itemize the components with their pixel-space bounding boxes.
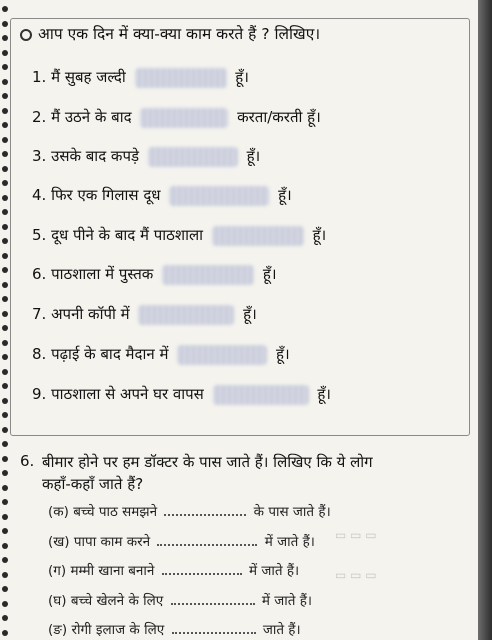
sub-question-nga [48, 620, 301, 638]
answer-blank [140, 108, 228, 128]
item-number: 3. [32, 147, 47, 165]
sub-prompt: मम्मी खाना बनाने [70, 563, 155, 579]
sub-label: (ङ) [48, 622, 68, 638]
binding-hole [2, 586, 8, 592]
binding-hole [2, 601, 8, 607]
binding-hole [2, 50, 8, 56]
binding-hole [2, 383, 8, 389]
item-prompt: पाठशाला में पुस्तक [51, 265, 154, 283]
item-number: 4. [32, 186, 47, 204]
item-prompt: फिर एक गिलास दूध [51, 186, 161, 204]
answer-blank [148, 147, 238, 167]
sub-question-gha [48, 591, 312, 609]
item-number: 5. [32, 226, 47, 244]
bleed-through-mark: ▭ ▭ ▭ [335, 568, 377, 582]
binding-hole [2, 412, 8, 418]
binding-hole [2, 195, 8, 201]
answer-blank [177, 345, 267, 365]
binding-hole [2, 296, 8, 302]
section-1-title: आप एक दिन में क्या-क्या काम करते हैं ? लिखिए। [38, 25, 321, 43]
binding-hole [2, 427, 8, 433]
answer-blank [162, 265, 254, 285]
binding-hole [2, 224, 8, 230]
sub-prompt: पापा काम करने [73, 534, 151, 550]
binding-hole [2, 369, 8, 375]
binding-hole [2, 441, 8, 447]
dotted-blank [157, 534, 257, 546]
exercise-row-1 [32, 67, 249, 88]
binding-hole [2, 499, 8, 505]
dotted-blank [171, 593, 255, 605]
binding-hole [2, 93, 8, 99]
binding-hole [2, 64, 8, 70]
item-ending: हूँ। [278, 186, 292, 204]
binding-hole [2, 528, 8, 534]
exercise-row-8 [32, 344, 290, 365]
binding-hole [2, 108, 8, 114]
item-prompt: मैं सुबह जल्दी [51, 68, 126, 86]
binding-hole [2, 456, 8, 462]
binding-hole [2, 282, 8, 288]
exercise-row-3 [32, 146, 260, 167]
binding-hole [2, 485, 8, 491]
binding-hole [2, 340, 8, 346]
answer-blank [212, 226, 304, 246]
sub-question-ga [48, 561, 299, 579]
exercise-row-5 [32, 225, 326, 246]
binding-hole [2, 238, 8, 244]
item-ending: हूँ। [262, 265, 277, 283]
sub-ending: जाते हैं। [262, 622, 301, 638]
section-1-question [20, 22, 320, 44]
binding-hole [2, 572, 8, 578]
binding-hole [2, 557, 8, 563]
exercise-row-9 [32, 384, 331, 405]
item-ending: हूँ। [246, 147, 261, 165]
sub-prompt: बच्चे खेलने के लिए [70, 593, 164, 609]
question-6-number: 6. [20, 452, 35, 470]
binding-hole [2, 35, 8, 41]
binding-hole [2, 470, 8, 476]
item-prompt: उसके बाद कपड़े [51, 147, 139, 165]
item-number: 8. [32, 345, 47, 363]
sub-prompt: रोगी इलाज के लिए [71, 622, 165, 638]
binding-hole [2, 543, 8, 549]
bleed-through-mark: ▭ ▭ ▭ [335, 528, 377, 542]
binding-hole [2, 21, 8, 27]
sub-question-ka [48, 502, 331, 520]
dotted-blank [164, 504, 246, 516]
item-number: 1. [32, 68, 47, 86]
bullet-circle-icon [20, 29, 32, 41]
dotted-blank [162, 563, 242, 575]
binding-hole [2, 166, 8, 172]
binding-hole [2, 311, 8, 317]
sub-label: (क) [48, 504, 69, 520]
exercise-row-4 [32, 185, 292, 206]
item-ending: हूँ। [317, 385, 331, 403]
sub-ending: में जाते हैं। [249, 563, 300, 579]
answer-blank [135, 68, 227, 88]
item-number: 2. [32, 108, 47, 126]
binding-hole [2, 79, 8, 85]
item-number: 6. [32, 265, 47, 283]
binding-hole [2, 6, 8, 12]
item-prompt: अपनी कॉपी में [51, 305, 130, 323]
item-prompt: मैं उठने के बाद [51, 108, 132, 126]
item-prompt: पढ़ाई के बाद मैदान में [51, 345, 169, 363]
binding-hole [2, 151, 8, 157]
question-6-text-continued: कहाँ-कहाँ जाते हैं? [42, 475, 144, 493]
item-number: 7. [32, 305, 47, 323]
dotted-blank [172, 622, 256, 634]
item-ending: हूँ। [276, 345, 290, 363]
answer-blank [213, 385, 309, 405]
binding-hole [2, 630, 8, 636]
page-edge-shadow [478, 0, 492, 640]
binding-hole [2, 137, 8, 143]
sub-ending: के पास जाते हैं। [253, 504, 331, 520]
item-prompt: दूध पीने के बाद मैं पाठशाला [51, 226, 204, 244]
item-number: 9. [32, 385, 47, 403]
binding-hole [2, 615, 8, 621]
binding-hole [2, 354, 8, 360]
answer-blank [138, 305, 234, 325]
item-ending: हूँ। [312, 226, 327, 244]
exercise-row-6 [32, 264, 277, 285]
sub-ending: में जाते हैं। [261, 593, 312, 609]
binding-hole [2, 180, 8, 186]
sub-prompt: बच्चे पाठ समझने [73, 504, 158, 520]
item-ending: हूँ। [243, 305, 257, 323]
binding-hole [2, 325, 8, 331]
answer-blank [169, 186, 269, 206]
sub-label: (ख) [48, 534, 70, 550]
question-6-text: बीमार होने पर हम डॉक्टर के पास जाते हैं। लिखिए कि ये लोग [42, 453, 373, 471]
sub-label: (घ) [48, 593, 67, 609]
exercise-row-7 [32, 304, 257, 325]
binding-hole [2, 514, 8, 520]
binding-hole [2, 253, 8, 259]
item-ending: करता/करती हूँ। [237, 108, 321, 126]
item-ending: हूँ। [235, 68, 249, 86]
exercise-row-2 [32, 107, 321, 128]
binding-hole [2, 267, 8, 273]
item-prompt: पाठशाला से अपने घर वापस [51, 385, 204, 403]
binding-hole [2, 122, 8, 128]
sub-ending: में जाते हैं। [264, 534, 315, 550]
sub-question-kha [48, 532, 315, 550]
binding-hole [2, 398, 8, 404]
sub-label: (ग) [48, 563, 67, 579]
binding-hole [2, 209, 8, 215]
